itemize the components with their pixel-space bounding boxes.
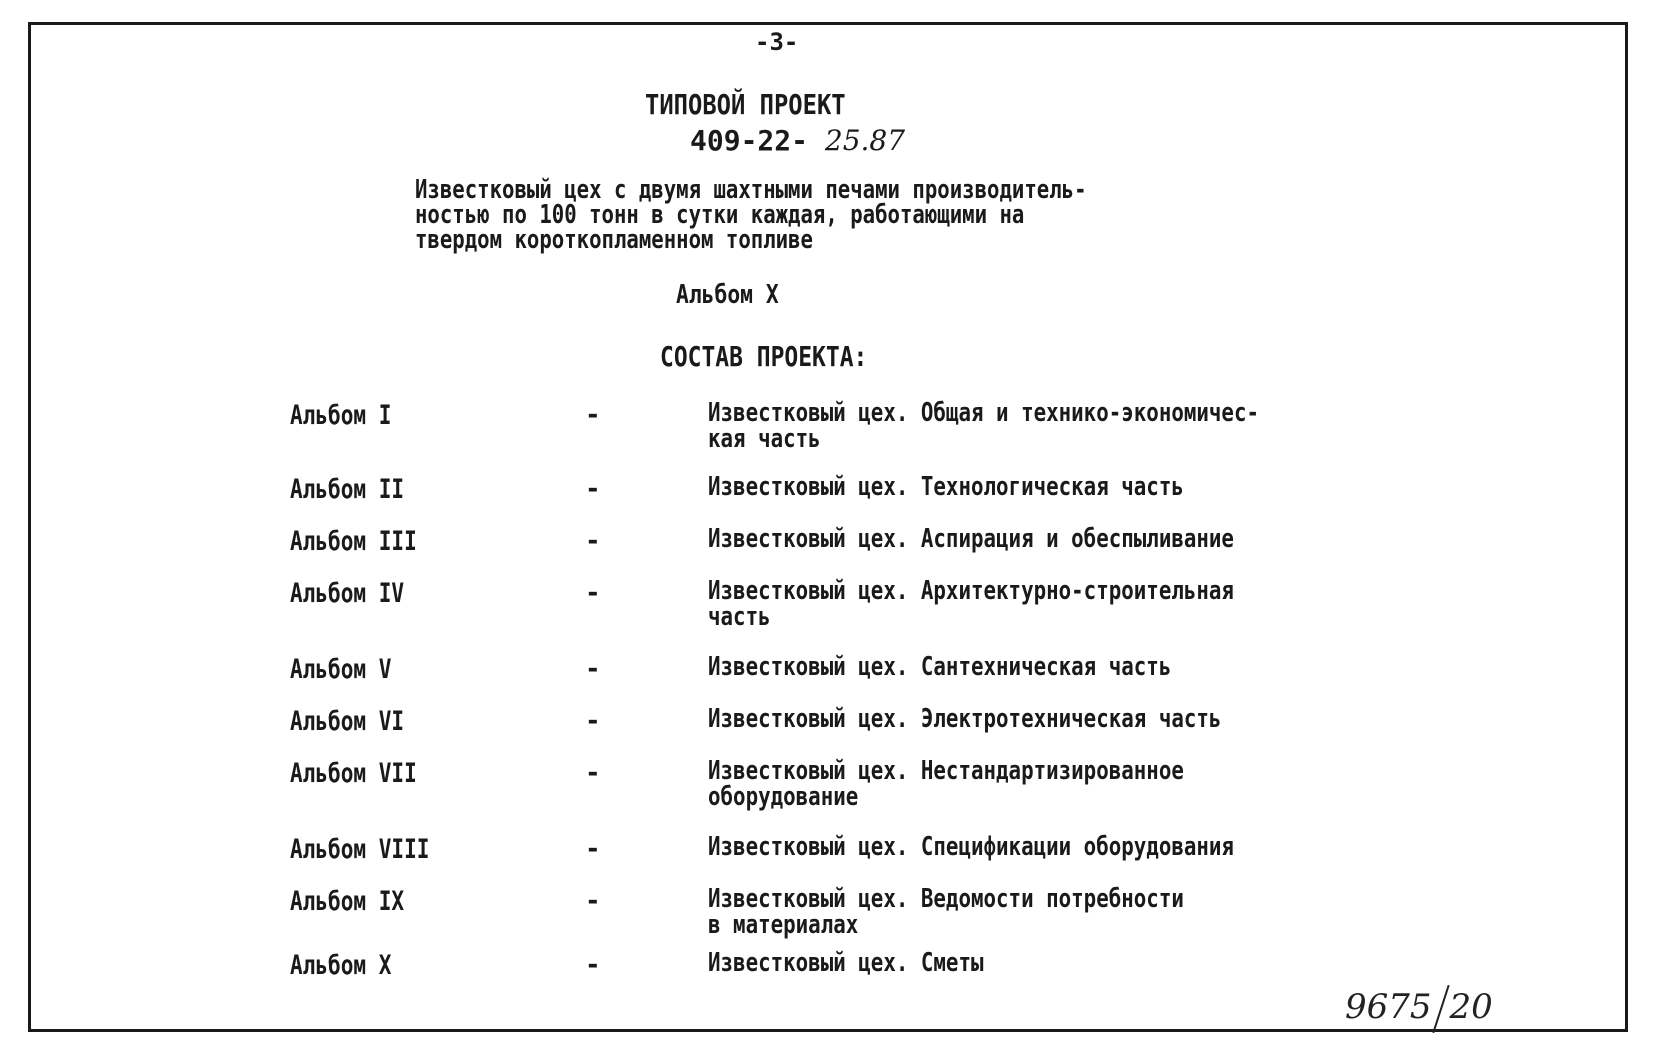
handwritten-stamp	[1345, 984, 1493, 1034]
album-dash: -	[585, 474, 601, 504]
album-description	[708, 474, 1184, 500]
album-label: Альбом VII	[290, 758, 417, 789]
album-label: Альбом VI	[290, 706, 405, 737]
album-label: Альбом I	[290, 400, 392, 431]
album-dash: -	[585, 526, 601, 556]
description-line: ностью по 100 тонн в сутки каждая, работающими на	[415, 200, 1025, 230]
album-description	[708, 654, 1171, 680]
album-description-line: Известковый цех. Нестандартизированное	[708, 756, 1184, 786]
album-description-line: часть	[708, 602, 771, 632]
album-description	[708, 526, 1234, 552]
composition-title: СОСТАВ ПРОЕКТА:	[660, 340, 868, 373]
album-description-line: оборудование	[708, 782, 859, 812]
album-description-line: кая часть	[708, 424, 821, 454]
album-dash: -	[585, 834, 601, 864]
album-dash: -	[585, 578, 601, 608]
album-description-line: Известковый цех. Ведомости потребности	[708, 884, 1184, 914]
album-description-line: Известковый цех. Электротехническая часть	[708, 704, 1222, 734]
document-title: ТИПОВОЙ ПРОЕКТ	[645, 88, 846, 121]
album-description	[708, 950, 984, 976]
album-dash: -	[585, 400, 601, 430]
album-description-line: Известковый цех. Общая и технико-экономичес-	[708, 398, 1259, 428]
album-label: Альбом X	[290, 950, 392, 981]
album-description-line: Известковый цех. Сантехническая часть	[708, 652, 1172, 682]
album-description-line: Известковый цех. Технологическая часть	[708, 472, 1184, 502]
album-description	[708, 706, 1221, 732]
album-label: Альбом III	[290, 526, 417, 557]
album-label: Альбом VIII	[290, 834, 430, 865]
album-label: Альбом II	[290, 474, 405, 505]
album-label: Альбом IX	[290, 886, 405, 917]
album-dash: -	[585, 706, 601, 736]
description-line: твердом короткопламенном топливе	[415, 225, 813, 255]
album-dash: -	[585, 758, 601, 788]
description-line: Известковый цех с двумя шахтными печами производитель-	[415, 175, 1087, 205]
album-description	[708, 758, 1184, 810]
album-description	[708, 886, 1184, 938]
album-description-line: Известковый цех. Архитектурно-строительная	[708, 576, 1234, 606]
album-description-line: в материалах	[708, 910, 859, 940]
album-description-line: Известковый цех. Аспирация и обеспыливание	[708, 524, 1234, 554]
page-number: -3-	[755, 28, 799, 56]
album-description	[708, 578, 1234, 630]
album-dash: -	[585, 654, 601, 684]
album-description	[708, 834, 1234, 860]
album-label: Альбом IV	[290, 578, 405, 609]
album-label: Альбом V	[290, 654, 392, 685]
project-code-typed: 409-22-	[690, 124, 809, 157]
project-code-handwritten: 25.87	[824, 124, 906, 157]
album-description-line: Известковый цех. Спецификации оборудования	[708, 832, 1234, 862]
album-dash: -	[585, 886, 601, 916]
album-title: Альбом X	[676, 280, 779, 310]
album-description-line: Известковый цех. Сметы	[708, 948, 984, 978]
album-dash: -	[585, 950, 601, 980]
stamp-number: 9675	[1345, 987, 1432, 1027]
stamp-sheet: 20	[1449, 987, 1493, 1027]
project-description	[415, 175, 1087, 255]
album-description	[708, 400, 1259, 452]
project-code	[690, 124, 905, 157]
stamp-slash	[1432, 985, 1449, 1033]
